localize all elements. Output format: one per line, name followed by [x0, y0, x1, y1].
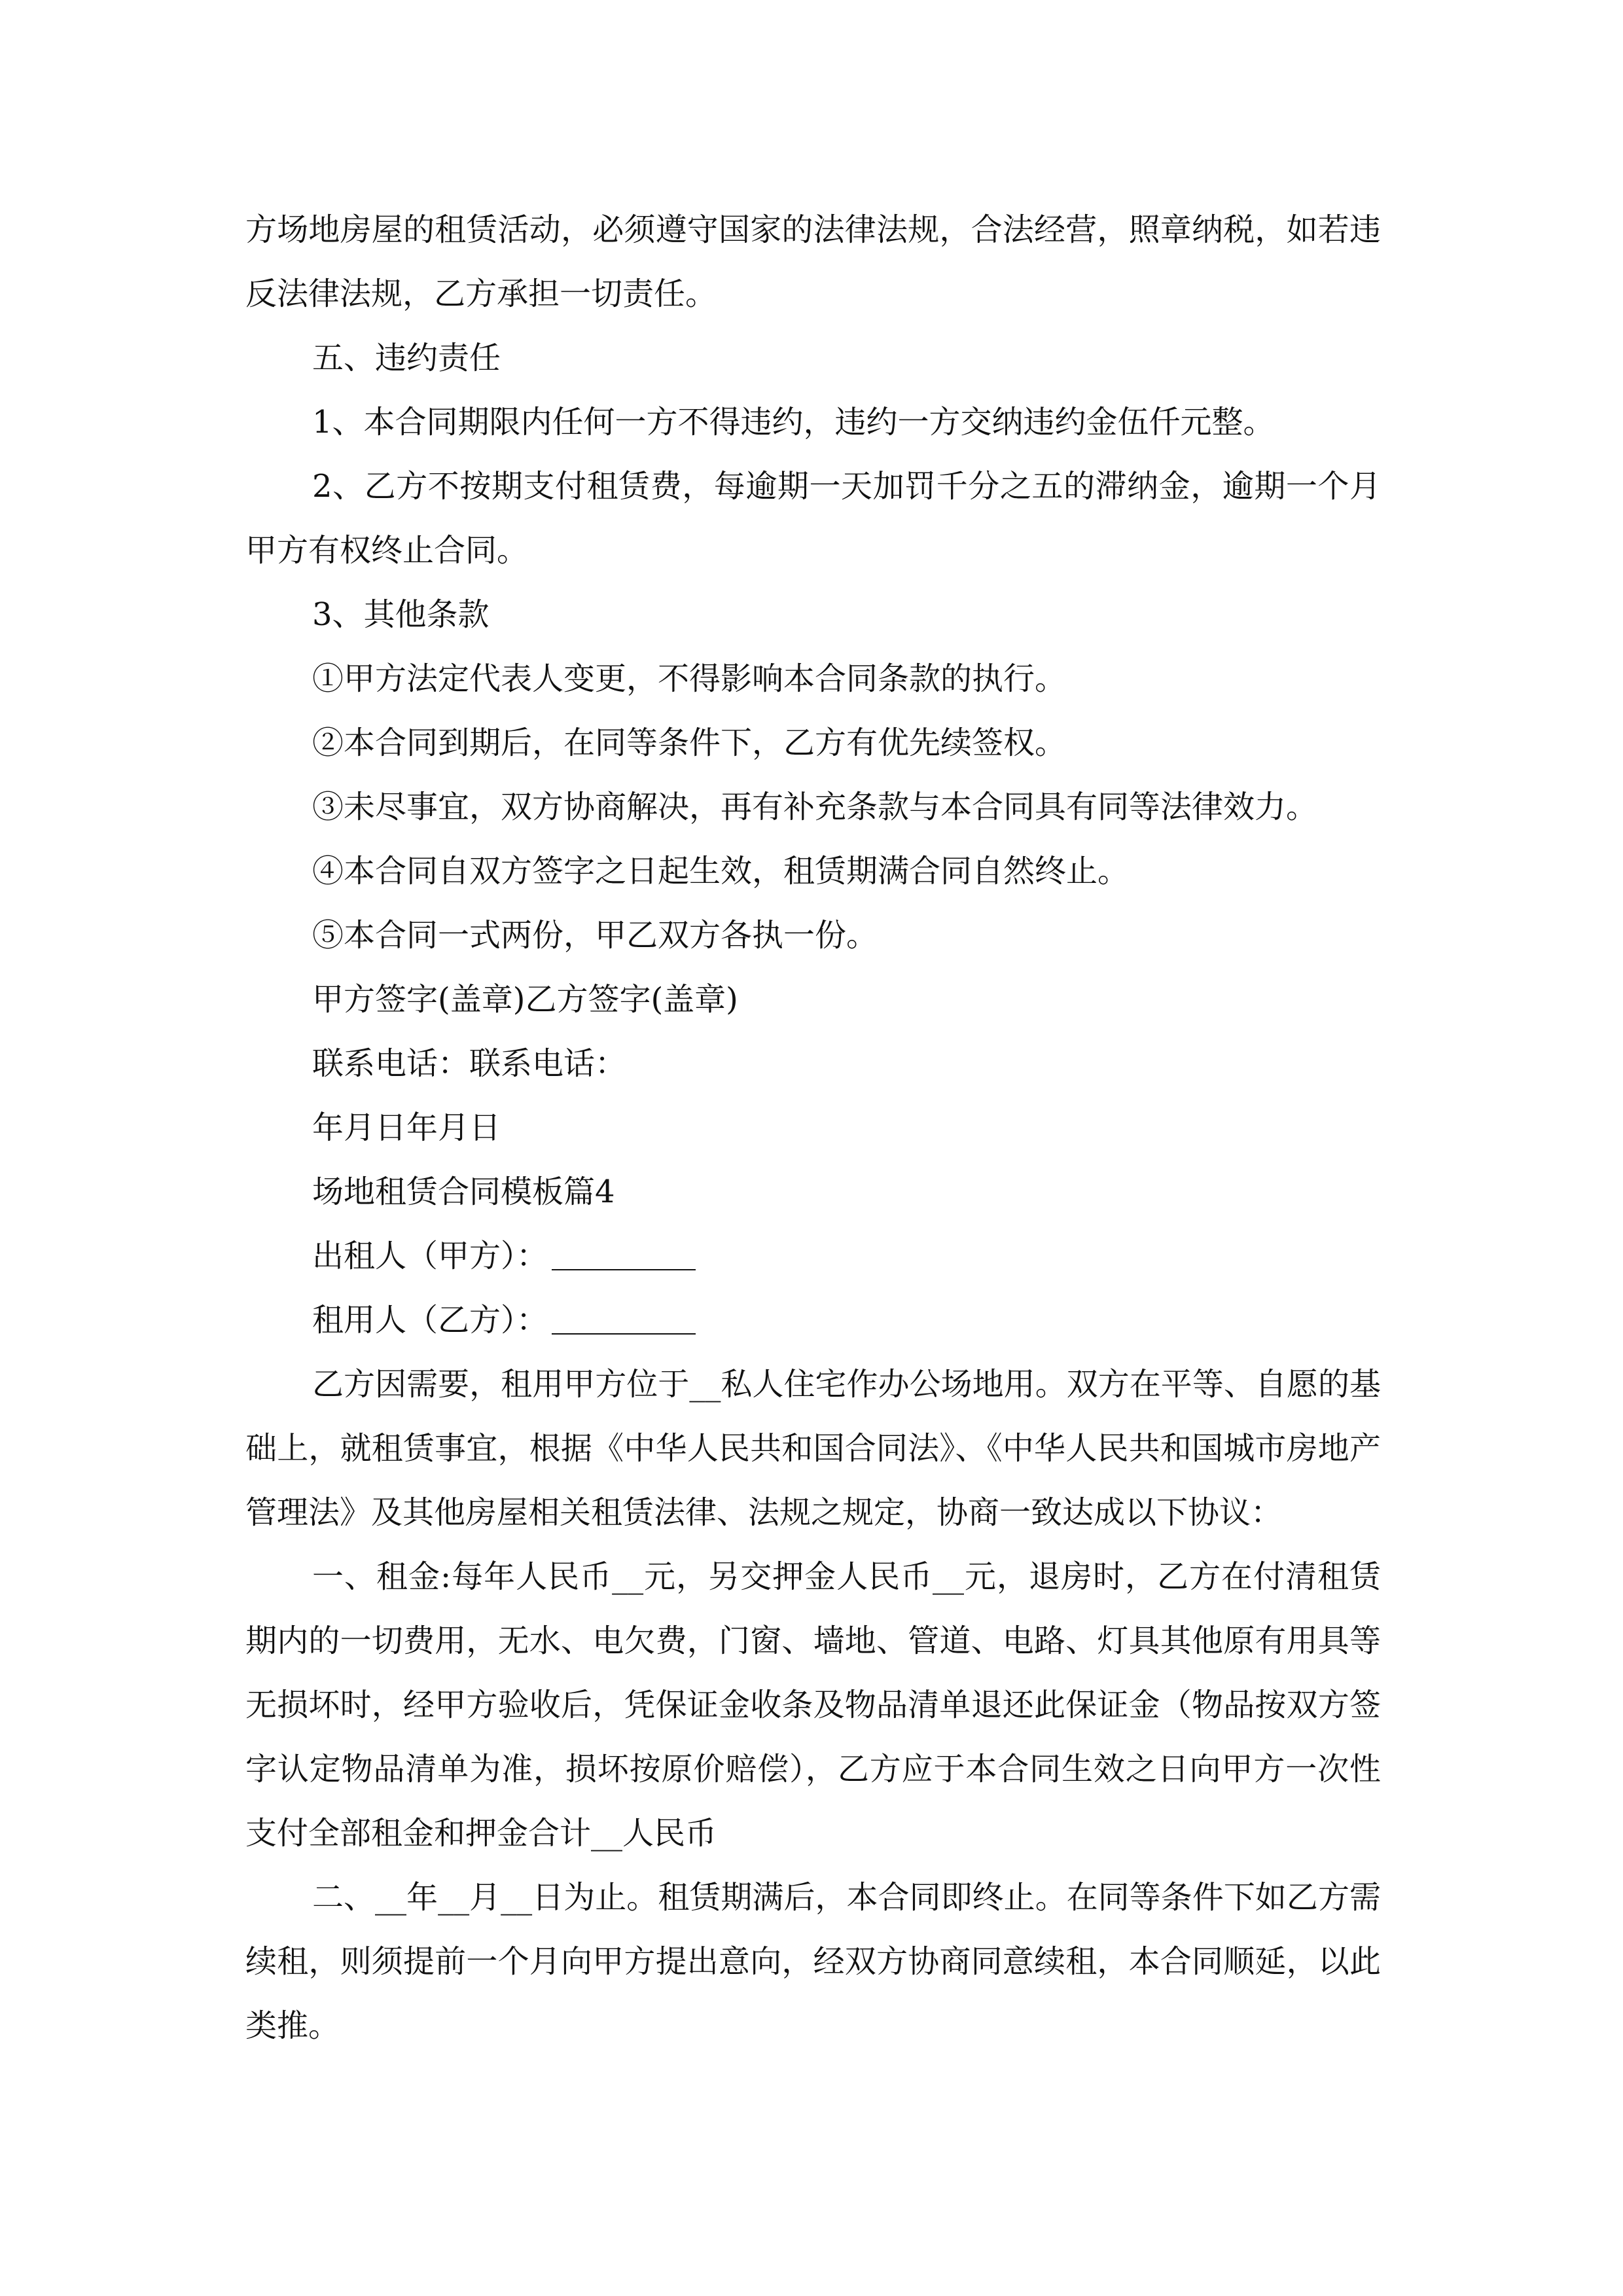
- section-heading-breach: 五、违约责任: [312, 340, 501, 376]
- document-body: [245, 198, 1381, 2058]
- paragraph-continuation: 方场地房屋的租赁活动，必须遵守国家的法律法规，合法经营，照章纳税，如若违反法律法规，乙方承担一切责任。: [245, 211, 1381, 312]
- signature-line: 甲方签字(盖章)乙方签字(盖章): [312, 981, 738, 1018]
- lessee-blank: [552, 1307, 696, 1335]
- sub-clause-1: ①甲方法定代表人变更，不得影响本合同条款的执行。: [312, 660, 1067, 697]
- lessor-line: [245, 1224, 1381, 1288]
- sub-clause-4: ④本合同自双方签字之日起生效，租赁期满合同自然终止。: [312, 853, 1130, 889]
- contact-phone-line: 联系电话：联系电话：: [312, 1045, 627, 1082]
- clause-2: 2、乙方不按期支付租赁费，每逾期一天加罚千分之五的滞纳金，逾期一个月甲方有权终止合同。: [245, 468, 1381, 569]
- lessee-line: [245, 1288, 1381, 1352]
- contract-title: 场地租赁合同模板篇4: [312, 1174, 615, 1210]
- sub-clause-5: ⑤本合同一式两份，甲乙双方各执一份。: [312, 917, 878, 954]
- lessee-label: 租用人（乙方）：: [312, 1302, 548, 1338]
- term-clause: 二、__年__月__日为止。租赁期满后，本合同即终止。在同等条件下如乙方需续租，则须提前一个月向甲方提出意向，经双方协商同意续租，本合同顺延，以此类推。: [245, 1879, 1381, 2044]
- lessor-blank: [552, 1243, 696, 1270]
- sub-clause-2: ②本合同到期后，在同等条件下，乙方有优先续签权。: [312, 725, 1067, 761]
- preamble-paragraph: 乙方因需要，租用甲方位于__私人住宅作办公场地用。双方在平等、自愿的基础上，就租赁事宜，根据《中华人民共和国合同法》、《中华人民共和国城市房地产管理法》及其他房屋相关租赁法律、法规之规定，协商一致达成以下协议：: [245, 1366, 1381, 1531]
- clause-1: 1、本合同期限内任何一方不得违约，违约一方交纳违约金伍仟元整。: [312, 404, 1275, 440]
- sub-clause-3: ③未尽事宜，双方协商解决，再有补充条款与本合同具有同等法律效力。: [312, 789, 1318, 825]
- date-line: 年月日年月日: [312, 1109, 501, 1146]
- rent-clause: 一、租金:每年人民币__元，另交押金人民币__元，退房时，乙方在付清租赁期内的一切费用，无水、电欠费，门窗、墙地、管道、电路、灯具其他原有用具等无损坏时，经甲方验收后，凭保证金收条及物品清单退还此保证金（物品按双方签字认定物品清单为准，损坏按原价赔偿），乙方应于本合同生效之日向甲方一次性支付全部租金和押金合计__人民币: [245, 1558, 1381, 1852]
- lessor-label: 出租人（甲方）：: [312, 1238, 548, 1274]
- clause-3-heading: 3、其他条款: [312, 596, 490, 633]
